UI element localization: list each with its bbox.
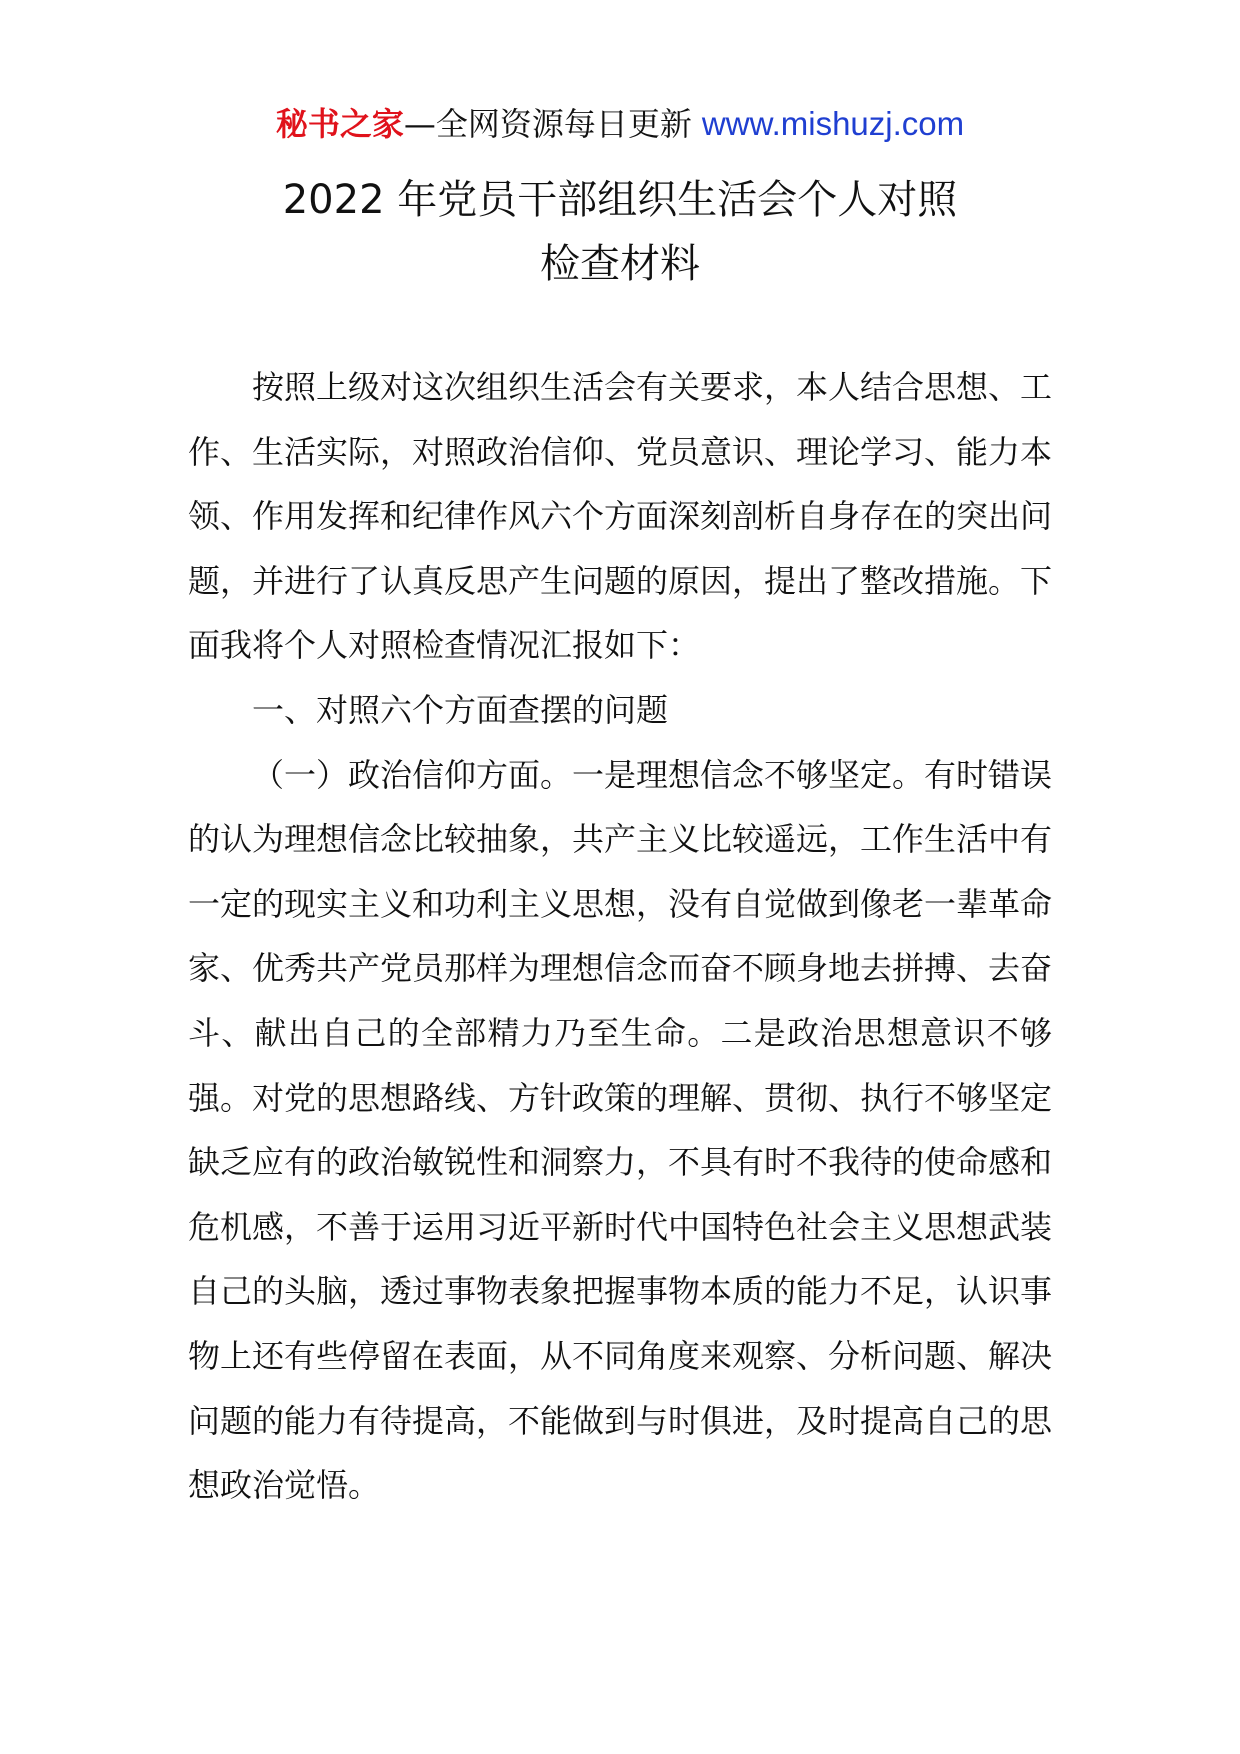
watermark-url: www.mishuzj.com — [701, 105, 965, 142]
watermark-slogan: —全网资源每日更新 — [403, 105, 692, 143]
intro-paragraph: 按照上级对这次组织生活会有关要求，本人结合思想、工作、生活实际，对照政治信仰、党员意识、理论学习、能力本领、作用发挥和纪律作风六个方面深刻剖析自身存在的突出问题，并进行了认真反思产生问题的原因，提出了整改措施。下面我将个人对照检查情况汇报如下： — [188, 368, 1053, 665]
document-title — [0, 168, 1240, 296]
watermark-header — [0, 104, 1240, 144]
section-heading: 一、对照六个方面查摆的问题 — [252, 690, 669, 729]
watermark-brand: 秘书之家 — [275, 105, 404, 143]
title-line-2: 检查材料 — [540, 241, 700, 287]
politics-paragraph: （一）政治信仰方面。一是理想信念不够坚定。有时错误的认为理想信念比较抽象，共产主义比较遥远，工作生活中有一定的现实主义和功利主义思想，没有自觉做到像老一辈革命家、优秀共产党员那样为理想信念而奋不顾身地去拼搏、去奋斗、献出自己的全部精力乃至生命。二是政治思想意识不够强。对党的思想路线、方针政策的理解、贯彻、执行不够坚定缺乏应有的政治敏锐性和洞察力，不具有时不我待的使命感和危机感，不善于运用习近平新时代中国特色社会主义思想武装自己的头脑，透过事物表象把握事物本质的能力不足，认识事物上还有些停留在表面，从不同角度来观察、分析问题、解决问题的能力有待提高，不能做到与时俱进，及时提高自己的思想政治觉悟。 — [188, 755, 1053, 1505]
title-line-1: 2022 年党员干部组织生活会个人对照 — [282, 177, 958, 223]
document-body — [188, 355, 1052, 1518]
